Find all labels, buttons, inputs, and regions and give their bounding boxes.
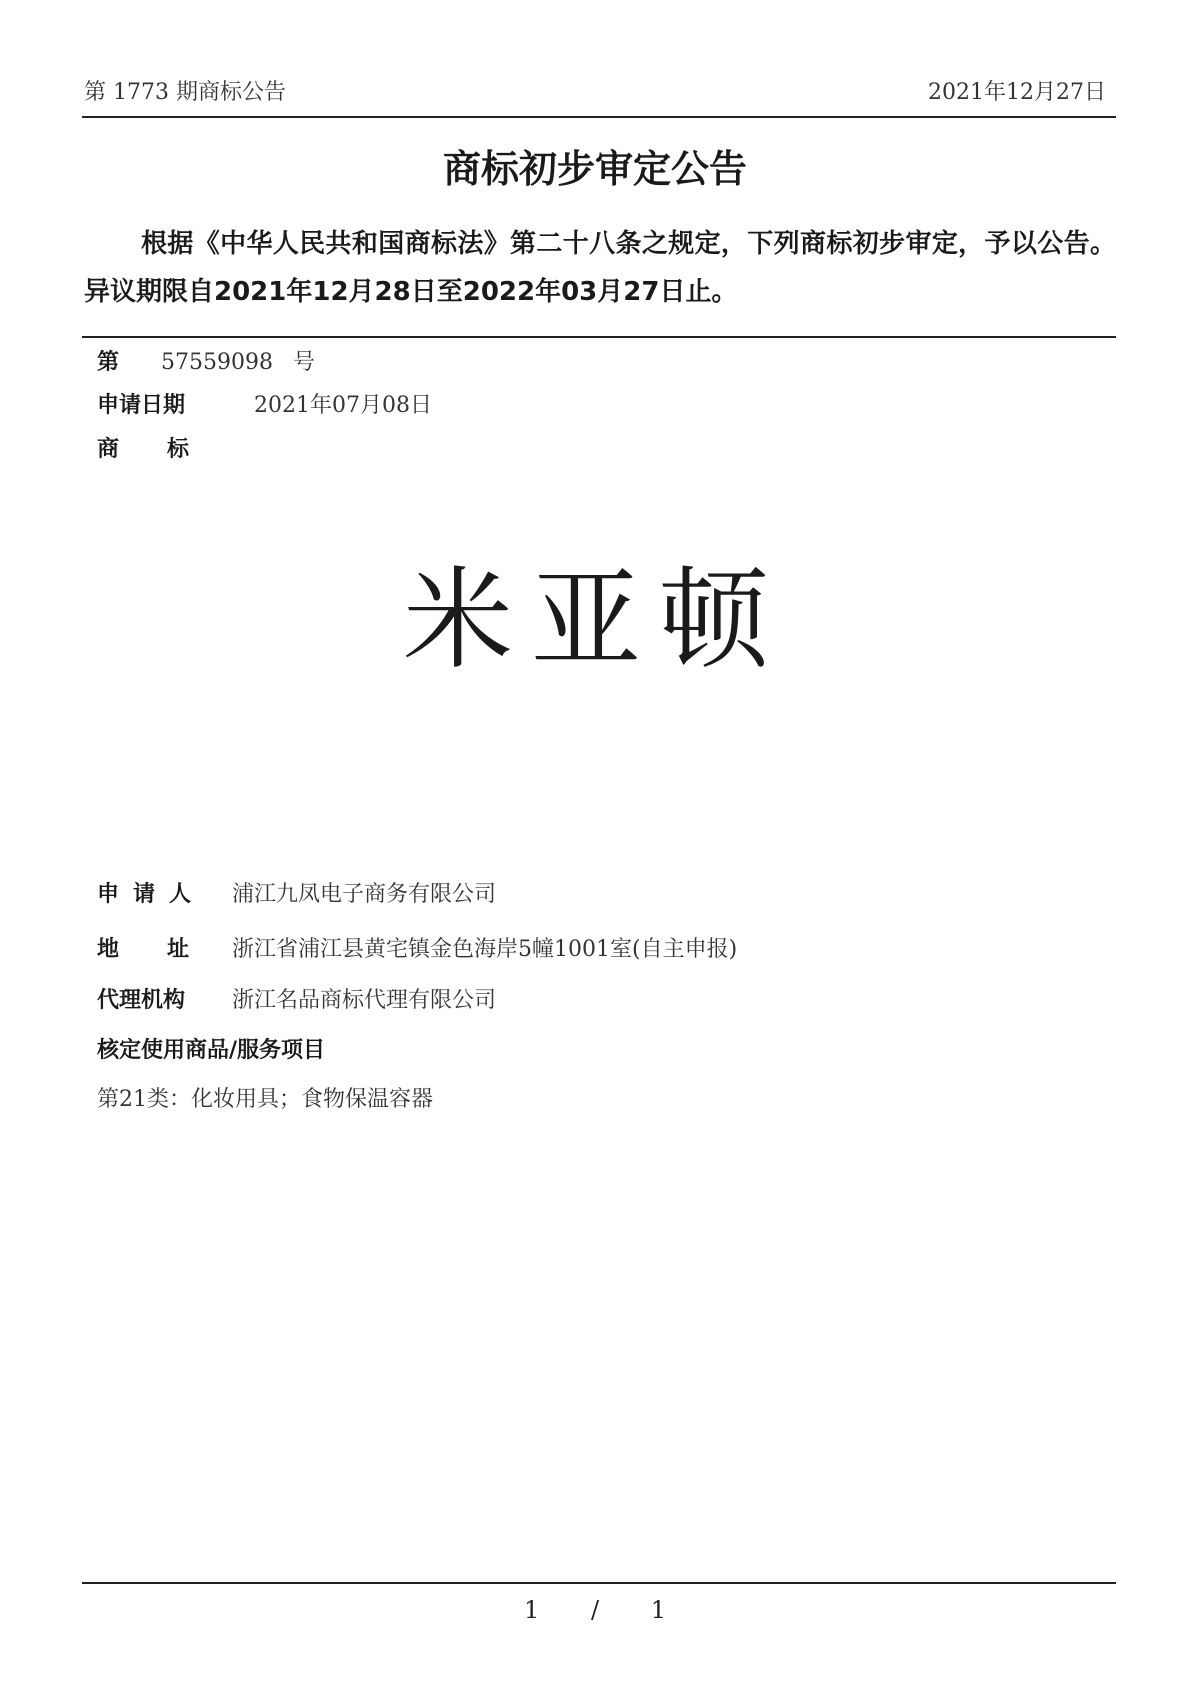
footer-rule [82,1582,1116,1584]
application-number: 57559098 [161,350,273,375]
applicant-name: 浦江九凤电子商务有限公司 [232,882,497,907]
number-prefix: 第 [97,350,120,375]
agent-label: 代理机构 [97,988,186,1013]
applicant-label: 申请人 [97,882,206,907]
address-label: 地址 [97,937,238,962]
section-rule [82,336,1116,338]
issue-number: 第 1773 期商标公告 [84,80,286,105]
intro-paragraph: 根据《中华人民共和国商标法》第二十八条之规定，下列商标初步审定，予以公告。异议期限自2021年12月28日至2022年03月27日止。 [84,229,1116,307]
header-date: 2021年12月27日 [928,80,1106,105]
application-date: 2021年07月08日 [254,393,432,418]
application-date-label: 申请日期 [97,393,186,418]
page-title: 商标初步审定公告 [442,147,747,191]
mark-label: 商标 [97,437,238,462]
agent-name: 浙江名品商标代理有限公司 [232,988,497,1013]
number-suffix: 号 [293,350,316,375]
address-value: 浙江省浦江县黄宅镇金色海岸5幢1001室(自主申报) [232,937,738,962]
trademark-text: 米亚顿 [403,556,787,684]
page-current: 1 [524,1596,540,1624]
page-separator: / [590,1596,600,1624]
goods-label: 核定使用商品/服务项目 [97,1038,326,1063]
page-total: 1 [650,1596,666,1624]
goods-value: 第21类：化妆用具；食物保温容器 [97,1087,433,1112]
header-rule [82,116,1116,118]
page-indicator [0,1595,1190,1625]
